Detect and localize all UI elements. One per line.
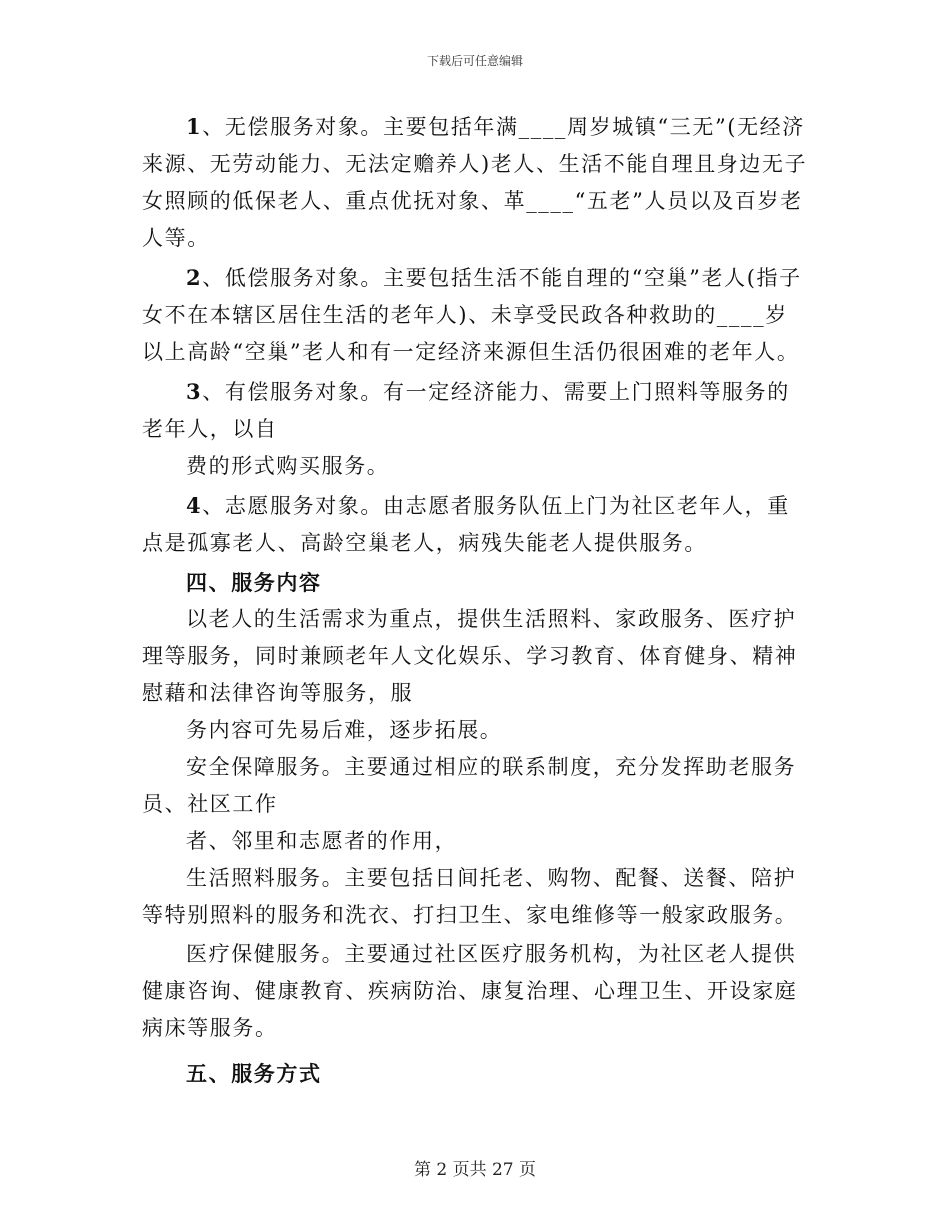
item-number: 1 (186, 114, 203, 139)
paragraph-continuation: 务内容可先易后难，逐步拓展。 (186, 718, 503, 742)
page-header: 下载后可任意编辑 (426, 54, 523, 68)
paragraph-daily-care-service: 生活照料服务。主要包括日间托老、购物、配餐、送餐、陪护等特别照料的服务和洗衣、打扫卫生、家电维修等一般家政服务。 (142, 866, 798, 927)
item-number: 4 (186, 493, 203, 518)
section-heading-service-content: 四、服务内容 (186, 570, 322, 595)
paragraph-volunteer-service (142, 487, 810, 562)
paragraph-text: 、无偿服务对象。主要包括年满____周岁城镇“三无”(无经济来源、无劳动能力、无法定赡养人)老人、生活不能自理且身边无子女照顾的低保老人、重点优抚对象、革____“五老”人员以及百岁老人等。 (142, 115, 808, 250)
paragraph-text: 、志愿服务对象。由志愿者服务队伍上门为社区老年人，重点是孤寡老人、高龄空巢老人，病残失能老人提供服务。 (142, 494, 790, 555)
paragraph-paid-service (142, 373, 810, 448)
item-number: 2 (186, 265, 203, 290)
section-heading-service-method: 五、服务方式 (186, 1061, 322, 1086)
paragraph-continuation: 费的形式购买服务。 (186, 454, 390, 478)
paragraph-service-content: 以老人的生活需求为重点，提供生活照料、家政服务、医疗护理等服务，同时兼顾老年人文化娱乐、学习教育、体育健身、精神慰藉和法律咨询等服务，服 (142, 607, 798, 705)
item-number: 3 (186, 379, 203, 404)
page-footer: 第 2 页共 27 页 (413, 1160, 537, 1180)
paragraph-medical-care-service: 医疗保健服务。主要通过社区医疗服务机构，为社区老人提供健康咨询、健康教育、疾病防治、康复治理、心理卫生、开设家庭病床等服务。 (142, 942, 798, 1040)
document-body (142, 108, 810, 1092)
paragraph-text: 、有偿服务对象。有一定经济能力、需要上门照料等服务的老年人，以自 (142, 380, 790, 441)
paragraph-safety-service: 安全保障服务。主要通过相应的联系制度，充分发挥助老服务员、社区工作 (142, 755, 797, 816)
paragraph-text: 、低偿服务对象。主要包括生活不能自理的“空巢”老人(指子女不在本辖区居住生活的老年人)、未享受民政各种救助的____岁以上高龄“空巢”老人和有一定经济来源但生活仍很困难的老年人。 (142, 266, 802, 364)
paragraph-free-service (142, 108, 810, 257)
paragraph-continuation: 者、邻里和志愿者的作用， (186, 829, 458, 853)
paragraph-low-cost-service (142, 259, 810, 371)
